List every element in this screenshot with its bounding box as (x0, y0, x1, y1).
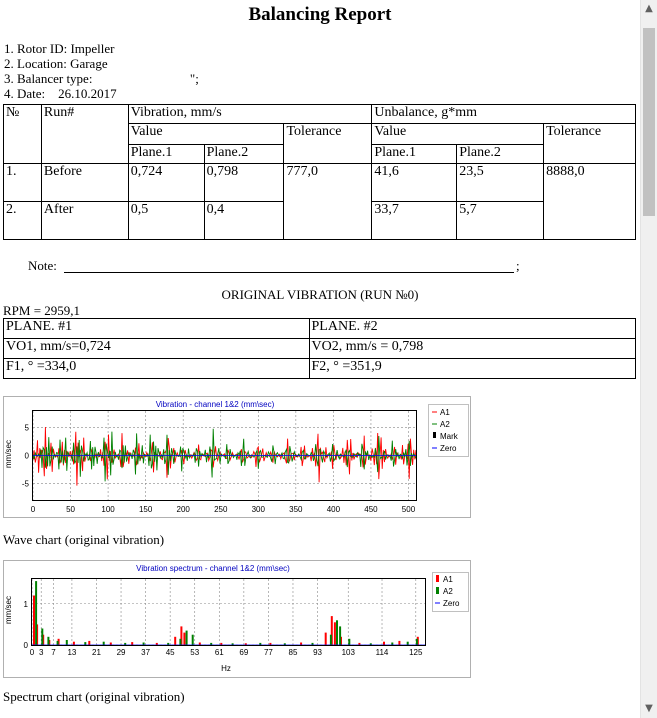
note-line (64, 272, 514, 273)
spectrum-bar-a2 (416, 639, 418, 645)
spectrum-x-tick-label: 53 (190, 648, 200, 657)
wave-x-tick-label: 250 (214, 505, 228, 514)
spectrum-bar-a2 (336, 620, 338, 645)
spectrum-bar-a1 (73, 642, 75, 645)
original-vibration-table (3, 318, 636, 379)
spectrum-bar-a2 (66, 640, 68, 645)
legend-a2-label: A2 (440, 420, 450, 429)
unb-tolerance-value: 8888,0 (544, 164, 636, 240)
scroll-up-icon[interactable]: ▲ (645, 3, 653, 14)
row-run: After (41, 202, 128, 240)
spectrum-x-tick-label: 29 (116, 648, 126, 657)
row-vib-plane2: 0,798 (204, 164, 284, 202)
col-no-header: № (4, 105, 42, 164)
row-unb-plane2: 23,5 (457, 164, 544, 202)
spectrum-bar-a2 (57, 641, 59, 645)
wave-y-tick-label: 5 (24, 423, 29, 433)
spectrum-chart (3, 560, 471, 678)
spectrum-x-tick-label: 61 (214, 648, 224, 657)
spectrum-y-tick-label: 0 (23, 641, 28, 650)
row-no: 1. (4, 164, 42, 202)
spectrum-x-tick-label: 13 (67, 648, 77, 657)
wave-x-tick-label: 100 (101, 505, 115, 514)
vibration-plane1-header: Plane.1 (128, 145, 204, 164)
unbalance-plane1-header: Plane.1 (372, 145, 457, 164)
legend-zero-label: Zero (443, 599, 460, 608)
date-line: 4. Date: 26.10.2017 (4, 86, 117, 101)
spectrum-legend (433, 573, 469, 612)
vibration-value-header: Value (128, 124, 284, 145)
f2-value: F2, ° =351,9 (309, 359, 635, 379)
vertical-scrollbar[interactable] (640, 0, 657, 718)
row-unb-plane1: 41,6 (372, 164, 457, 202)
spectrum-bar-a2 (41, 629, 43, 646)
original-vibration-heading: ORIGINAL VIBRATION (RUN №0) (221, 287, 419, 302)
wave-chart (3, 396, 471, 518)
wave-x-tick-label: 400 (326, 505, 341, 514)
spectrum-x-tick-label: 7 (51, 648, 56, 657)
spectrum-x-tick-label: 69 (239, 648, 249, 657)
spectrum-bar-a1 (334, 622, 336, 645)
spectrum-bar-a2 (330, 635, 332, 645)
spectrum-y-tick-label: 1 (23, 599, 28, 609)
row-vib-plane1: 0,5 (128, 202, 204, 240)
spectrum-bar-a2 (192, 635, 194, 645)
legend-zero-label: Zero (440, 444, 457, 453)
legend-a2-swatch (436, 587, 439, 594)
scroll-down-icon[interactable]: ▼ (645, 703, 653, 714)
unbalance-tolerance-header: Tolerance (544, 124, 636, 164)
unbalance-plane2-header: Plane.2 (457, 145, 544, 164)
row-unb-plane1: 33,7 (372, 202, 457, 240)
row-run: Before (41, 164, 128, 202)
spectrum-x-tick-label: 85 (288, 648, 298, 657)
wave-chart-caption: Wave chart (original vibration) (3, 532, 165, 547)
vo1-value: VO1, mm/s=0,724 (4, 339, 310, 359)
note-end: ; (516, 258, 520, 273)
spectrum-chart-ylabel: mm/sec (4, 596, 13, 624)
wave-x-tick-label: 0 (30, 505, 36, 514)
row-vib-plane2: 0,4 (204, 202, 284, 240)
col-run-header: Run# (41, 105, 128, 164)
spectrum-bar-a1 (183, 633, 185, 645)
wave-x-tick-label: 150 (138, 505, 153, 514)
spectrum-bar-a1 (131, 642, 133, 645)
unbalance-header: Unbalance, g*mm (372, 105, 636, 124)
legend-a1-swatch (436, 575, 439, 582)
spectrum-x-tick-label: 77 (263, 648, 273, 657)
spectrum-bar-a2 (339, 626, 341, 645)
legend-mark-label: Mark (440, 432, 458, 441)
spectrum-bar-a2 (84, 642, 86, 645)
legend-a1-label: A1 (440, 408, 450, 417)
scroll-thumb[interactable] (643, 28, 655, 216)
spectrum-bar-a2 (407, 642, 409, 645)
unbalance-value-header: Value (372, 124, 544, 145)
wave-x-tick-label: 500 (401, 505, 416, 514)
spectrum-bar-a1 (383, 642, 385, 645)
legend-a1-label: A1 (443, 575, 453, 584)
wave-y-tick-label: -5 (21, 479, 29, 489)
spectrum-bar-a2 (35, 581, 37, 645)
wave-x-tick-label: 50 (66, 505, 76, 514)
wave-x-tick-label: 350 (289, 505, 303, 514)
spectrum-bar-a2 (348, 639, 350, 645)
spectrum-x-tick-label: 21 (92, 648, 101, 657)
row-unb-plane2: 5,7 (457, 202, 544, 240)
spectrum-x-tick-label: 125 (409, 648, 423, 657)
legend-mark-swatch (433, 432, 436, 438)
spectrum-chart-title: Vibration spectrum - channel 1&2 (mm\sec) (136, 564, 290, 573)
vo2-value: VO2, mm/s = 0,798 (309, 339, 635, 359)
vibration-plane2-header: Plane.2 (204, 145, 284, 164)
vibration-tolerance-header: Tolerance (284, 124, 372, 164)
table-row (4, 164, 636, 202)
spectrum-bar-a2 (103, 642, 105, 645)
spectrum-x-tick-label: 0 (29, 648, 35, 657)
location-line: 2. Location: Garage (4, 56, 108, 71)
plane2-label: PLANE. #2 (309, 319, 635, 339)
vib-tolerance-value: 777,0 (284, 164, 372, 240)
row-no: 2. (4, 202, 42, 240)
balancing-results-table (3, 104, 636, 240)
spectrum-chart-xlabel: Hz (221, 664, 231, 673)
spectrum-bar-a1 (398, 641, 400, 645)
f1-value: F1, ° =334,0 (4, 359, 310, 379)
row-vib-plane1: 0,724 (128, 164, 204, 202)
wave-x-tick-label: 200 (176, 505, 190, 514)
spectrum-x-tick-label: 45 (165, 648, 175, 657)
wave-x-tick-label: 450 (364, 505, 378, 514)
wave-chart-title: Vibration - channel 1&2 (mm\sec) (155, 400, 275, 409)
rotor-id-line: 1. Rotor ID: Impeller (4, 41, 115, 56)
spectrum-bar-a2 (47, 637, 49, 645)
spectrum-x-tick-label: 93 (313, 648, 322, 657)
report-title: Balancing Report (248, 4, 392, 25)
spectrum-bar-a1 (33, 596, 35, 646)
spectrum-bar-a1 (88, 641, 90, 645)
rpm-value: RPM = 2959,1 (3, 303, 81, 318)
wave-chart-ylabel: mm/sec (4, 440, 13, 468)
vibration-header: Vibration, mm/s (128, 105, 372, 124)
wave-x-tick-label: 300 (251, 505, 265, 514)
spectrum-x-tick-label: 103 (341, 648, 355, 657)
spectrum-chart-caption: Spectrum chart (original vibration) (3, 689, 185, 704)
spectrum-bar-a1 (325, 633, 327, 645)
plane1-label: PLANE. #1 (4, 319, 310, 339)
legend-a2-label: A2 (443, 587, 453, 596)
note-label: Note: (28, 258, 57, 273)
spectrum-x-tick-label: 37 (141, 648, 151, 657)
spectrum-bar-a2 (186, 631, 188, 645)
spectrum-x-tick-label: 3 (38, 648, 44, 657)
wave-legend (429, 405, 469, 457)
spectrum-bar-a2 (179, 639, 181, 645)
wave-y-tick-label: 0 (24, 451, 29, 461)
spectrum-bar-a1 (174, 637, 176, 645)
spectrum-x-tick-label: 114 (375, 648, 389, 657)
balancer-type-line: 3. Balancer type: "; (4, 71, 199, 86)
